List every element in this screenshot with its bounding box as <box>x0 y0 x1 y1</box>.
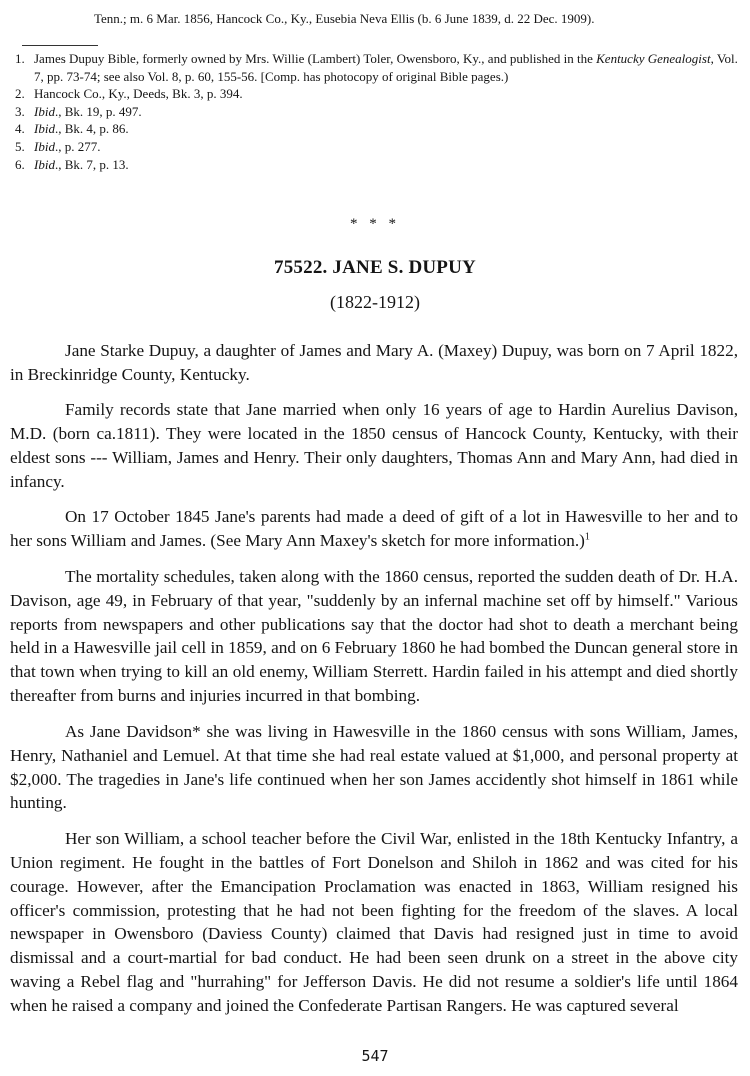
body-paragraph <box>10 827 738 1018</box>
footnote-text: ., Bk. 4, p. 86. <box>54 121 129 137</box>
footnote-item <box>10 50 738 85</box>
body-paragraph <box>10 339 738 387</box>
body-text <box>10 339 738 1030</box>
footnote-number: 4. <box>15 121 25 137</box>
footnote-text: James Dupuy Bible, formerly owned by Mrs. Willie (Lambert) Toler, Owensboro, Ky., and published in the <box>34 51 597 66</box>
footnote-italic-text: Ibid <box>34 156 55 172</box>
body-paragraph <box>10 720 738 816</box>
footnote-separator-rule <box>22 45 98 46</box>
footnote-reference: 1 <box>584 531 590 543</box>
paragraph-text: Jane Starke Dupuy, a daughter of James and Mary A. (Maxey) Dupuy, was born on 7 April 1822, in Breckinridge County, Kentucky. <box>10 341 738 384</box>
footnote-number: 1. <box>15 51 25 66</box>
footnote-item <box>10 138 738 156</box>
paragraph-text: Her son William, a school teacher before the Civil War, enlisted in the 18th Kentucky Infantry, a Union regiment. He fought in the battles of Fort Donelson and Shiloh in 1862 and was cited for his courage. However, after the Emancipation Proclamation was enacted in 1863, William resigned his officer's commission, protesting that he had not been fighting for the freedom of the slaves. A local newspaper in Owensboro (Daviess County) claimed that Davis had resigned just in time to avoid dismissal and a court-martial for bad conduct. He had been seen drunk on a street in the above city waving a Rebel flag and "hurrahing" for Jefferson Davis. He did not resume a soldier's life until 1864 when he raised a company and joined the Confederate Partisan Rangers. He was captured several <box>10 828 738 1016</box>
section-title: 75522. JANE S. DUPUY <box>274 257 476 278</box>
footnote-number: 6. <box>15 156 25 172</box>
paragraph-text: The mortality schedules, taken along with the 1860 census, reported the sudden death of Dr. H.A. Davison, age 49, in February of that year, "suddenly by an infernal machine set off by himself." Various reports from newspapers and other publications say that the doctor had shot to death a merchant being held in a Hawesville jail cell in 1859, and on 6 February 1860 he had bombed the Duncan general store in that town when trying to kill an old enemy, William Sterrett. Hardin failed in his attempt and died shortly thereafter from burns and injuries incurred in that bombing. <box>10 566 738 706</box>
continued-text-line: Tenn.; m. 6 Mar. 1856, Hancock Co., Ky., Eusebia Neva Ellis (b. 6 June 1839, d. 22 Dec. 1909). <box>94 11 595 26</box>
section-separator: * * * <box>350 216 400 232</box>
footnote-item <box>10 120 738 138</box>
footnote-item <box>10 85 738 103</box>
body-paragraph <box>10 505 738 553</box>
footnotes-list <box>10 50 738 173</box>
paragraph-text: As Jane Davidson* she was living in Hawesville in the 1860 census with sons William, James, Henry, Nathaniel and Lemuel. At that time she had real estate valued at $1,000, and personal property at $2,000. The tragedies in Jane's life continued when her son James accidently shot himself in 1861 while hunting. <box>10 721 738 813</box>
footnote-text: ., Bk. 7, p. 13. <box>54 156 129 172</box>
footnote-item <box>10 103 738 121</box>
footnote-item <box>10 156 738 174</box>
footnote-italic-text: Ibid <box>34 103 55 119</box>
section-years: (1822-1912) <box>330 292 420 312</box>
footnote-number: 5. <box>15 138 25 154</box>
body-paragraph <box>10 398 738 494</box>
footnote-number: 3. <box>15 103 25 119</box>
body-paragraph <box>10 565 738 708</box>
footnote-number: 2. <box>15 86 25 102</box>
footnote-italic-text: Ibid <box>34 121 55 137</box>
paragraph-text: Family records state that Jane married when only 16 years of age to Hardin Aurelius Davison, M.D. (born ca.1811). They were located in the 1850 census of Hancock County, Kentucky, with their eldest sons --- William, James and Henry. Their only daughters, Thomas Ann and Mary Ann, had died in infancy. <box>10 400 738 492</box>
footnote-text: Hancock Co., Ky., Deeds, Bk. 3, p. 394. <box>34 86 243 102</box>
footnote-text: ., p. 277. <box>54 138 101 154</box>
paragraph-text: On 17 October 1845 Jane's parents had made a deed of gift of a lot in Hawesville to her and to her sons William and James. (See Mary Ann Maxey's sketch for more information.) <box>10 507 738 551</box>
page-number: 547 <box>361 1047 389 1065</box>
footnote-italic-text: Ibid <box>34 138 55 154</box>
footnote-text: ., Bk. 19, p. 497. <box>54 103 142 119</box>
footnote-text: , Vol. 7, pp. 73-74; see also Vol. 8, p. 60, 155-56. [Comp. has photocopy of original Bible pages.) <box>34 51 738 84</box>
footnote-italic-text: Kentucky Genealogist <box>596 51 711 66</box>
